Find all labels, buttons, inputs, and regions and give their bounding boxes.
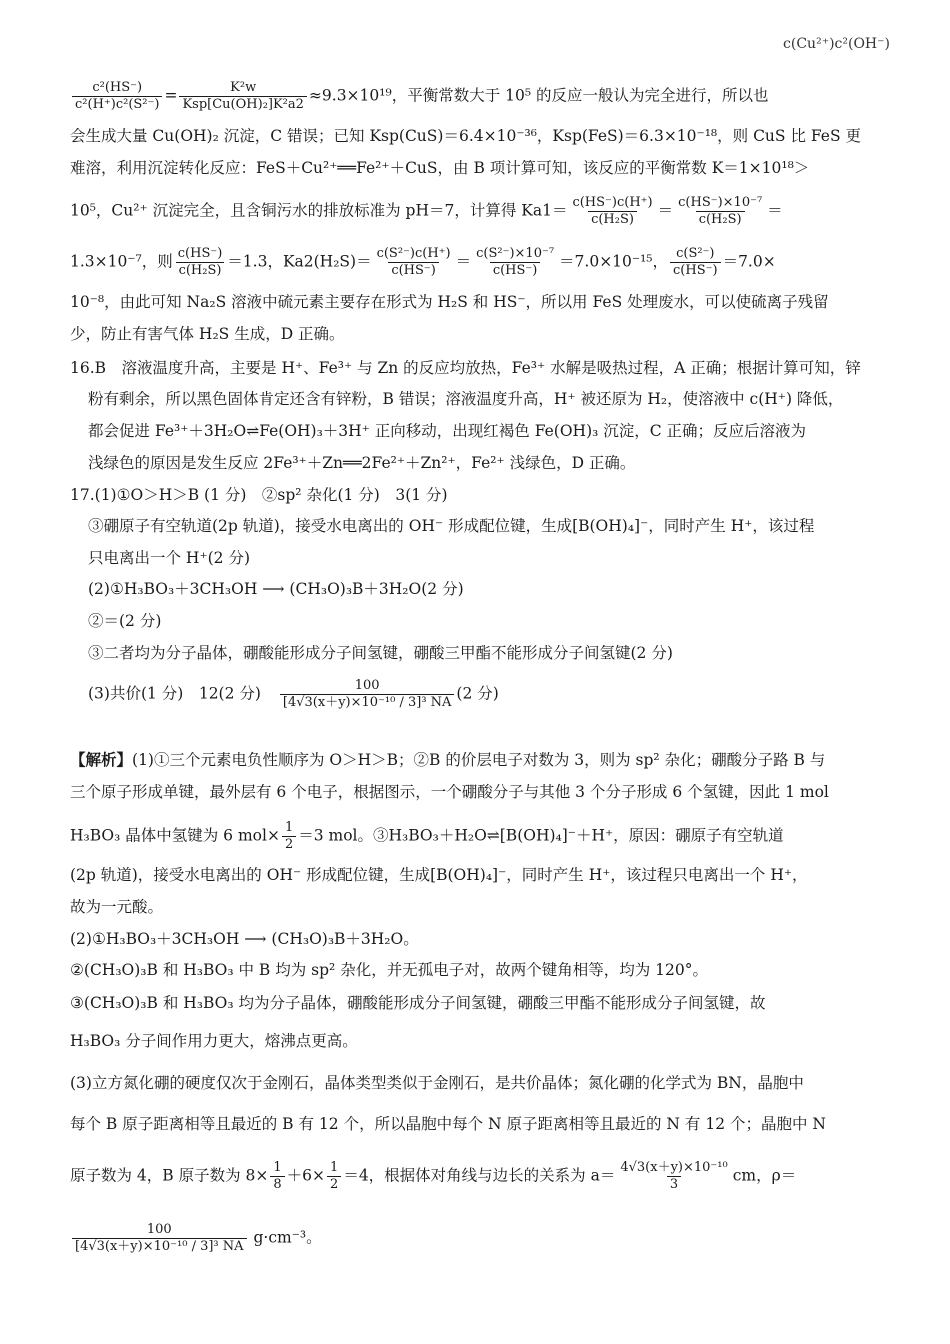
q17-line-6: ③二者均为分子晶体，硼酸能形成分子间氢键，硼酸三甲酯不能形成分子间氢键(2 分) xyxy=(88,644,673,662)
analysis-line-13: $\frac{100}{\text{[4√3(x＋y)×10⁻¹⁰ / 3]³ NA}}$ g·cm⁻³。 xyxy=(70,1222,910,1255)
density-fraction: $\frac{100}{\text{[4√3(x＋y)×10⁻¹⁰ / 3]³ NA}}$ xyxy=(72,1222,247,1255)
analysis-line-8: ③(CH₃O)₃B 和 H₃BO₃ 均为分子晶体，硼酸能形成分子间氢键，硼酸三甲酯不能形成分子间氢键，故 xyxy=(70,994,766,1012)
q17-line-3: 只电离出一个 H⁺(2 分) xyxy=(88,549,251,567)
analysis-line-6: (2)①H₃BO₃＋3CH₃OH ⟶ (CH₃O)₃B＋3H₂O。 xyxy=(70,930,419,948)
fraction: $\frac{\text{c(S²⁻)×10⁻⁷}}{c(HS^-)}$ xyxy=(476,246,555,278)
fraction: $\frac{\text{c²(HS⁻)}}{\text{c²(H⁺)c²(S²⁻)}}$ xyxy=(72,80,162,113)
fraction: $\frac{\text{c(HS⁻)×10⁻⁷}}{\text{c(H₂S)}}$ xyxy=(678,195,763,227)
q16-line-1: 16.B 溶液温度升高，主要是 H⁺、Fe³⁺ 与 Zn 的反应均放热，Fe³⁺ 水解是吸热过程，A 正确；根据计算可知，锌 xyxy=(70,359,861,377)
density-fraction: $\frac{100}{\text{[4√3(x＋y)×10⁻¹⁰ / 3]³ NA}}$ xyxy=(280,678,455,711)
analysis-line-7: ②(CH₃O)₃B 和 H₃BO₃ 中 B 均为 sp² 杂化，并无孤电子对，故两个键角相等，均为 120°。 xyxy=(70,961,708,979)
analysis-line-11: 每个 B 原子距离相等且最近的 B 有 12 个，所以晶胞中每个 N 原子距离相等且最近的 N 有 12 个；晶胞中 N xyxy=(70,1115,826,1133)
line-2: 会生成大量 Cu(OH)₂ 沉淀，C 错误；已知 Ksp(CuS)＝6.4×10⁻³⁶，Ksp(FeS)＝6.3×10⁻¹⁸，则 CuS 比 FeS 更 xyxy=(70,127,862,145)
line-3: 难溶，利用沉淀转化反应：FeS＋Cu²⁺══Fe²⁺＋CuS，由 B 项计算可知，该反应的平衡常数 K＝1×10¹⁸＞ xyxy=(70,159,810,177)
analysis-line-2: 三个原子形成单键，最外层有 6 个电子，根据图示，一个硼酸分子与其他 3 个分子形成 6 个氢键，因此 1 mol xyxy=(70,783,829,801)
line-4: 10⁵，Cu²⁺ 沉淀完全，且含铜污水的排放标准为 pH＝7，计算得 Ka1＝ $\frac{c(HS^-)c(H^+)}{\text{c(H₂S)}}$ ＝ $\frac{\text{c(HS⁻)×10⁻⁷}}{\text{c(H₂S)}}$ ＝ xyxy=(70,195,783,227)
line-5: 1.3×10⁻⁷，则 $\frac{c(HS^-)}{\text{c(H₂S)}}$ ＝1.3，Ka2(H₂S)＝ $\frac{\text{c(S²⁻)c(H⁺)}}{c(HS^-)}$ ＝ $\frac{\text{c(S²⁻)×10⁻⁷}}{c(HS^-)}$ ＝7.0×10⁻¹⁵， $\frac{\text{c(S²⁻)}}{c(HS^-)}$ ＝7.0× xyxy=(70,246,776,278)
analysis-line-5: 故为一元酸。 xyxy=(70,898,164,916)
analysis-line-10: (3)立方氮化硼的硬度仅次于金刚石，晶体类型类似于金刚石，是共价晶体；氮化硼的化学式为 BN，晶胞中 xyxy=(70,1074,804,1092)
q16-line-3: 都会促进 Fe³⁺＋3H₂O⇌Fe(OH)₃＋3H⁺ 正向移动，出现红褐色 Fe(OH)₃ 沉淀，C 正确；反应后溶液为 xyxy=(88,422,807,440)
analysis-line-12: 原子数为 4，B 原子数为 8× $\frac{1}{8}$ ＋6× $\frac{1}{2}$ ＝4，根据体对角线与边长的关系为 a＝ $\frac{\text{4√3(x＋y)×10⁻¹⁰}}{3}$ cm，ρ＝ xyxy=(70,1160,797,1192)
analysis-line-3: H₃BO₃ 晶体中氢键为 6 mol× $\frac{1}{2}$ ＝3 mol。③H₃BO₃＋H₂O⇌[B(OH)₄]⁻＋H⁺，原因：硼原子有空轨道 xyxy=(70,820,784,852)
q17-line-1: 17.(1)①O＞H＞B (1 分) ②sp² 杂化(1 分) 3(1 分) xyxy=(70,486,448,504)
analysis-line-1: 【解析】(1)①三个元素电负性顺序为 O＞H＞B；②B 的价层电子对数为 3，则为 sp² 杂化；硼酸分子路 B 与 xyxy=(70,750,826,769)
analysis-label: 【解析】 xyxy=(70,750,133,769)
analysis-line-4: (2p 轨道)，接受水电离出的 OH⁻ 形成配位键，生成[B(OH)₄]⁻，同时产生 H⁺，该过程只电离出一个 H⁺， xyxy=(70,866,808,884)
fraction: $\frac{1}{2}$ xyxy=(282,820,296,853)
fraction: $\frac{\text{K²w}}{\text{Ksp[Cu(OH)₂]K²a2}}$ xyxy=(179,80,306,113)
line-7: 少，防止有害气体 H₂S 生成，D 正确。 xyxy=(70,325,345,343)
q16-line-2: 粉有剩余，所以黑色固体肯定还含有锌粉，B 错误；溶液温度升高，H⁺ 被还原为 H₂，使溶液中 c(H⁺) 降低， xyxy=(88,390,844,408)
fraction: $\frac{c(HS^-)c(H^+)}{\text{c(H₂S)}}$ xyxy=(572,195,653,227)
fraction: $\frac{\text{c(S²⁻)}}{c(HS^-)}$ xyxy=(670,246,721,279)
fraction: $\frac{\text{4√3(x＋y)×10⁻¹⁰}}{3}$ xyxy=(620,1160,728,1192)
header-fragment: c(Cu²⁺)c²(OH⁻) xyxy=(783,36,890,52)
fraction: $\frac{1}{2}$ xyxy=(327,1160,341,1193)
fraction: $\frac{c(HS^-)}{\text{c(H₂S)}}$ xyxy=(175,246,226,279)
q17-line-7: (3)共价(1 分) 12(2 分) $\frac{100}{\text{[4√3(x＋y)×10⁻¹⁰ / 3]³ NA}}$ (2 分) xyxy=(88,678,499,710)
q17-line-4: (2)①H₃BO₃＋3CH₃OH ⟶ (CH₃O)₃B＋3H₂O(2 分) xyxy=(88,580,464,598)
q16-line-4: 浅绿色的原因是发生反应 2Fe³⁺＋Zn══2Fe²⁺＋Zn²⁺，Fe²⁺ 浅绿色，D 正确。 xyxy=(88,454,636,472)
analysis-line-9: H₃BO₃ 分子间作用力更大，熔沸点更高。 xyxy=(70,1032,358,1050)
fraction: $\frac{1}{8}$ xyxy=(270,1160,284,1193)
line-1: $\frac{\text{c²(HS⁻)}}{\text{c²(H⁺)c²(S²⁻)}}$ = $\frac{\text{K²w}}{\text{Ksp[Cu(OH)₂]K²a2}}$ ≈9.3×10¹⁹，平衡常数大于 10⁵ 的反应一般认为完全进行，所以也 xyxy=(70,80,910,113)
line-6: 10⁻⁸，由此可知 Na₂S 溶液中硫元素主要存在形式为 H₂S 和 HS⁻，所以用 FeS 处理废水，可以使硫离子残留 xyxy=(70,293,829,311)
fraction: $\frac{\text{c(S²⁻)c(H⁺)}}{c(HS^-)}$ xyxy=(376,246,451,278)
q17-line-2: ③硼原子有空轨道(2p 轨道)，接受水电离出的 OH⁻ 形成配位键，生成[B(OH)₄]⁻，同时产生 H⁺，该过程 xyxy=(88,517,815,535)
q17-line-5: ②＝(2 分) xyxy=(88,612,162,630)
